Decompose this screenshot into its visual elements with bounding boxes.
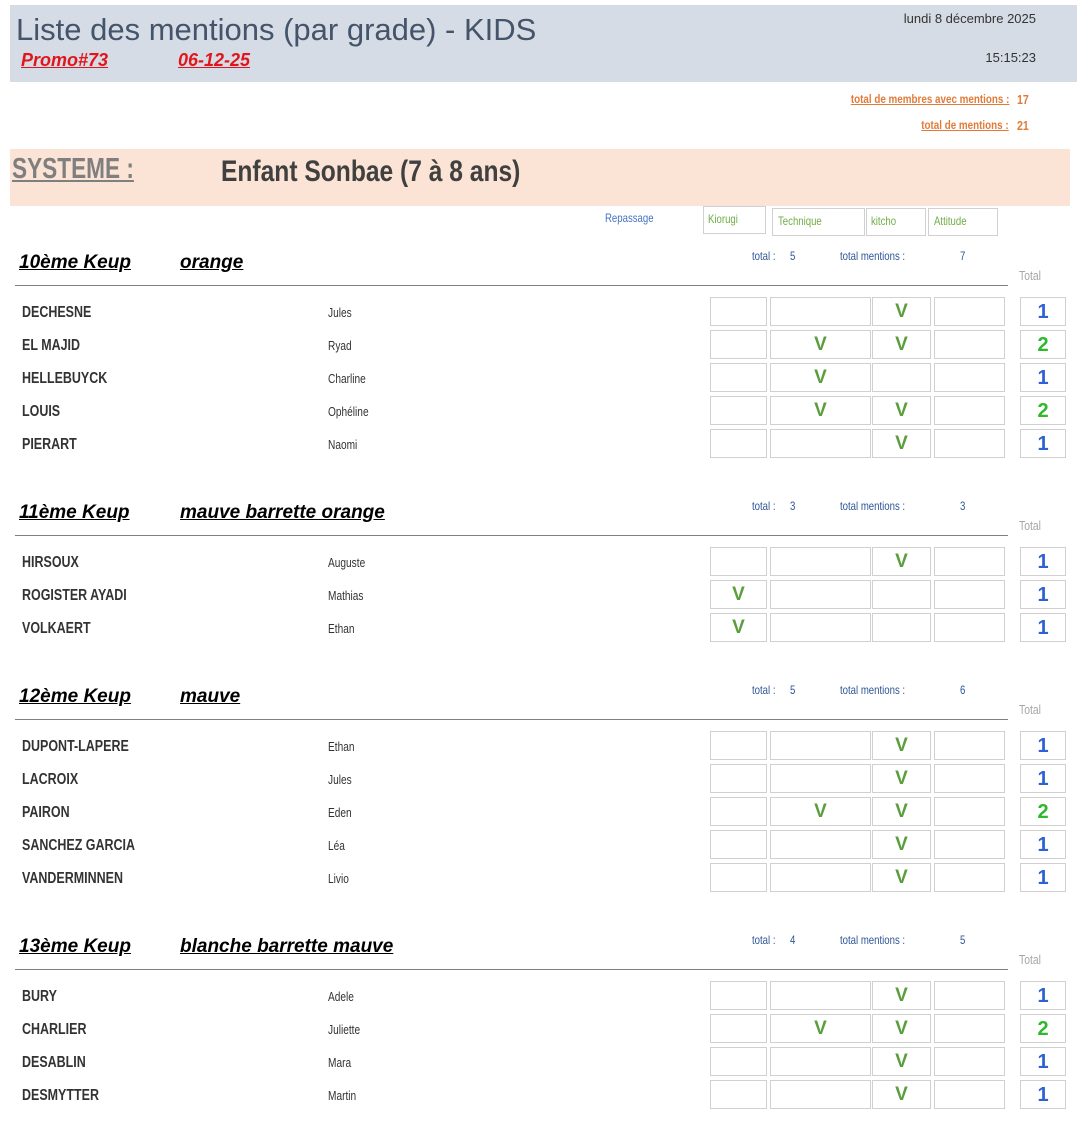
mention-cell-kitcho	[872, 981, 931, 1010]
check-mark: V	[895, 768, 908, 789]
student-lastname: DESABLIN	[22, 1054, 86, 1071]
group-mentions-label: total mentions :	[840, 249, 906, 263]
check-mark: V	[814, 400, 827, 421]
student-firstname: Jules	[328, 772, 352, 787]
group-divider	[15, 285, 1008, 286]
system-band	[10, 149, 1070, 206]
group-total-label: total :	[752, 249, 776, 263]
mention-cell-attitude	[934, 731, 1005, 760]
table-row	[0, 862, 1087, 895]
student-firstname: Livio	[328, 871, 349, 886]
total-column-header: Total	[1019, 268, 1041, 283]
mention-cell-kitcho	[872, 797, 931, 826]
report-time: 15:15:23	[985, 50, 1036, 65]
mention-cell-kiorugi	[710, 797, 767, 826]
row-total: 1	[1020, 863, 1066, 892]
mention-cell-technique	[770, 580, 871, 609]
mention-cell-technique	[770, 363, 871, 392]
mention-cell-technique	[770, 297, 871, 326]
mention-cell-attitude	[934, 981, 1005, 1010]
row-total: 1	[1020, 1047, 1066, 1076]
group-mentions-value: 5	[960, 933, 966, 947]
group-total-value: 3	[790, 499, 796, 513]
mention-cell-kitcho	[872, 1047, 931, 1076]
row-total: 1	[1020, 830, 1066, 859]
student-firstname: Naomi	[328, 437, 358, 452]
student-firstname: Eden	[328, 805, 352, 820]
mention-cell-kitcho	[872, 429, 931, 458]
mention-cell-kiorugi	[710, 1047, 767, 1076]
report-date: lundi 8 décembre 2025	[903, 11, 1036, 26]
belt-color: orange	[180, 252, 244, 273]
mention-cell-kiorugi	[710, 580, 767, 609]
mention-cell-kitcho	[872, 330, 931, 359]
student-firstname: Ethan	[328, 621, 355, 636]
student-lastname: PAIRON	[22, 804, 70, 821]
table-row	[0, 362, 1087, 395]
check-mark: V	[895, 301, 908, 322]
mention-cell-kiorugi	[710, 1080, 767, 1109]
mention-cell-attitude	[934, 330, 1005, 359]
table-row	[0, 829, 1087, 862]
mention-cell-technique	[770, 797, 871, 826]
mention-cell-kitcho	[872, 731, 931, 760]
check-mark: V	[814, 367, 827, 388]
check-mark: V	[895, 801, 908, 822]
row-total: 1	[1020, 1080, 1066, 1109]
student-lastname: SANCHEZ GARCIA	[22, 837, 136, 854]
check-mark: V	[895, 735, 908, 756]
column-header-attitude: Attitude	[934, 214, 967, 228]
mention-cell-attitude	[934, 830, 1005, 859]
column-header-kiorugi: Kiorugi	[708, 212, 738, 226]
group-mentions-label: total mentions :	[840, 499, 906, 513]
mention-cell-technique	[770, 764, 871, 793]
column-header-technique: Technique	[778, 214, 822, 228]
student-firstname: Léa	[328, 838, 345, 853]
page-title: Liste des mentions (par grade) - KIDS	[16, 12, 537, 47]
student-firstname: Adele	[328, 989, 354, 1004]
group-mentions-value: 6	[960, 683, 966, 697]
mention-cell-kitcho	[872, 547, 931, 576]
mention-cell-attitude	[934, 863, 1005, 892]
row-total: 1	[1020, 363, 1066, 392]
check-mark: V	[895, 1018, 908, 1039]
column-header-kitcho: kitcho	[871, 214, 897, 228]
row-total: 1	[1020, 981, 1066, 1010]
check-mark: V	[895, 985, 908, 1006]
group-mentions-label: total mentions :	[840, 683, 906, 697]
mention-cell-kiorugi	[710, 330, 767, 359]
table-row	[0, 546, 1087, 579]
check-mark: V	[895, 1084, 908, 1105]
group-total-value: 5	[790, 683, 796, 697]
mention-cell-kiorugi	[710, 547, 767, 576]
group-total-label: total :	[752, 933, 776, 947]
mention-cell-attitude	[934, 297, 1005, 326]
student-lastname: ROGISTER AYADI	[22, 587, 127, 604]
mention-cell-kitcho	[872, 363, 931, 392]
group-total-label: total :	[752, 499, 776, 513]
mention-cell-kiorugi	[710, 981, 767, 1010]
table-row	[0, 980, 1087, 1013]
members-total-label: total de membres avec mentions :	[850, 92, 1009, 106]
mention-cell-kiorugi	[710, 396, 767, 425]
table-row	[0, 1013, 1087, 1046]
student-firstname: Auguste	[328, 555, 366, 570]
mention-cell-technique	[770, 1080, 871, 1109]
mention-cell-kitcho	[872, 863, 931, 892]
table-row	[0, 329, 1087, 362]
table-row	[0, 796, 1087, 829]
system-label: SYSTEME :	[12, 153, 134, 185]
promo-link[interactable]: Promo#73	[21, 50, 109, 70]
total-column-header: Total	[1019, 952, 1041, 967]
mention-cell-kitcho	[872, 297, 931, 326]
total-column-header: Total	[1019, 702, 1041, 717]
mention-cell-technique	[770, 613, 871, 642]
student-firstname: Mara	[328, 1055, 352, 1070]
student-lastname: VANDERMINNEN	[22, 870, 123, 887]
student-lastname: LOUIS	[22, 403, 61, 420]
mention-cell-kitcho	[872, 1014, 931, 1043]
mentions-total-label: total de mentions :	[921, 118, 1009, 132]
row-total: 1	[1020, 764, 1066, 793]
row-total: 1	[1020, 429, 1066, 458]
mention-cell-kiorugi	[710, 731, 767, 760]
row-total: 1	[1020, 731, 1066, 760]
check-mark: V	[895, 400, 908, 421]
mention-cell-attitude	[934, 797, 1005, 826]
check-mark: V	[732, 617, 745, 638]
belt-color: blanche barrette mauve	[180, 936, 394, 957]
student-firstname: Juliette	[328, 1022, 361, 1037]
check-mark: V	[895, 433, 908, 454]
table-row	[0, 612, 1087, 645]
grade-title: 10ème Keup	[19, 252, 131, 273]
row-total: 1	[1020, 613, 1066, 642]
total-column-header: Total	[1019, 518, 1041, 533]
student-firstname: Mathias	[328, 588, 364, 603]
table-row	[0, 296, 1087, 329]
group-divider	[15, 969, 1008, 970]
group-total-value: 4	[790, 933, 796, 947]
student-firstname: Jules	[328, 305, 352, 320]
check-mark: V	[732, 584, 745, 605]
row-total: 2	[1020, 1014, 1066, 1043]
grade-title: 11ème Keup	[19, 502, 130, 523]
mention-cell-kiorugi	[710, 429, 767, 458]
mention-cell-kiorugi	[710, 297, 767, 326]
mention-cell-kiorugi	[710, 863, 767, 892]
table-row	[0, 579, 1087, 612]
table-row	[0, 730, 1087, 763]
mention-cell-attitude	[934, 547, 1005, 576]
group-divider	[15, 535, 1008, 536]
members-total-value: 17	[1017, 92, 1029, 107]
student-firstname: Ophéline	[328, 404, 369, 419]
group-mentions-value: 7	[960, 249, 966, 263]
student-lastname: HIRSOUX	[22, 554, 79, 571]
row-total: 2	[1020, 396, 1066, 425]
mention-cell-attitude	[934, 764, 1005, 793]
check-mark: V	[814, 801, 827, 822]
mention-cell-technique	[770, 1014, 871, 1043]
mention-cell-attitude	[934, 429, 1005, 458]
table-row	[0, 1079, 1087, 1112]
grade-title: 13ème Keup	[19, 936, 131, 957]
mention-cell-attitude	[934, 1047, 1005, 1076]
check-mark: V	[895, 334, 908, 355]
mention-cell-kiorugi	[710, 363, 767, 392]
student-lastname: PIERART	[22, 436, 77, 453]
mention-cell-kitcho	[872, 1080, 931, 1109]
group-divider	[15, 719, 1008, 720]
mention-cell-kitcho	[872, 613, 931, 642]
table-row	[0, 1046, 1087, 1079]
mention-cell-kitcho	[872, 830, 931, 859]
student-lastname: EL MAJID	[22, 337, 81, 354]
student-lastname: BURY	[22, 988, 57, 1005]
table-row	[0, 395, 1087, 428]
mention-cell-attitude	[934, 580, 1005, 609]
mention-cell-kitcho	[872, 764, 931, 793]
student-lastname: CHARLIER	[22, 1021, 87, 1038]
group-total-label: total :	[752, 683, 776, 697]
check-mark: V	[895, 551, 908, 572]
student-lastname: LACROIX	[22, 771, 79, 788]
student-lastname: DUPONT-LAPERE	[22, 738, 129, 755]
student-lastname: DESMYTTER	[22, 1087, 99, 1104]
row-total: 1	[1020, 580, 1066, 609]
belt-color: mauve	[180, 686, 241, 707]
student-lastname: HELLEBUYCK	[22, 370, 108, 387]
mention-cell-technique	[770, 1047, 871, 1076]
mention-cell-technique	[770, 830, 871, 859]
group-total-value: 5	[790, 249, 796, 263]
mention-cell-attitude	[934, 1080, 1005, 1109]
mention-cell-technique	[770, 429, 871, 458]
mention-cell-kitcho	[872, 396, 931, 425]
mention-cell-attitude	[934, 613, 1005, 642]
table-row	[0, 763, 1087, 796]
check-mark: V	[814, 1018, 827, 1039]
student-firstname: Martin	[328, 1088, 357, 1103]
group-mentions-value: 3	[960, 499, 966, 513]
belt-color: mauve barrette orange	[180, 502, 385, 523]
mention-cell-kiorugi	[710, 613, 767, 642]
check-mark: V	[895, 834, 908, 855]
mention-cell-kitcho	[872, 580, 931, 609]
mention-cell-technique	[770, 330, 871, 359]
mention-cell-technique	[770, 396, 871, 425]
check-mark: V	[814, 334, 827, 355]
group-mentions-label: total mentions :	[840, 933, 906, 947]
mention-cell-attitude	[934, 396, 1005, 425]
table-row	[0, 428, 1087, 461]
column-header-repassage: Repassage	[605, 211, 654, 225]
row-total: 1	[1020, 547, 1066, 576]
student-lastname: VOLKAERT	[22, 620, 91, 637]
grade-title: 12ème Keup	[19, 686, 131, 707]
row-total: 2	[1020, 330, 1066, 359]
mention-cell-technique	[770, 547, 871, 576]
mention-cell-technique	[770, 981, 871, 1010]
mention-cell-attitude	[934, 363, 1005, 392]
promo-date-link[interactable]: 06-12-25	[178, 50, 251, 70]
mention-cell-technique	[770, 731, 871, 760]
check-mark: V	[895, 1051, 908, 1072]
mentions-total-value: 21	[1017, 118, 1029, 133]
student-firstname: Charline	[328, 371, 366, 386]
mention-cell-kiorugi	[710, 764, 767, 793]
mention-cell-attitude	[934, 1014, 1005, 1043]
system-value: Enfant Sonbae (7 à 8 ans)	[221, 155, 521, 188]
mention-cell-kiorugi	[710, 830, 767, 859]
check-mark: V	[895, 867, 908, 888]
row-total: 2	[1020, 797, 1066, 826]
student-firstname: Ethan	[328, 739, 355, 754]
student-firstname: Ryad	[328, 338, 352, 353]
student-lastname: DECHESNE	[22, 304, 92, 321]
row-total: 1	[1020, 297, 1066, 326]
mention-cell-kiorugi	[710, 1014, 767, 1043]
mention-cell-technique	[770, 863, 871, 892]
